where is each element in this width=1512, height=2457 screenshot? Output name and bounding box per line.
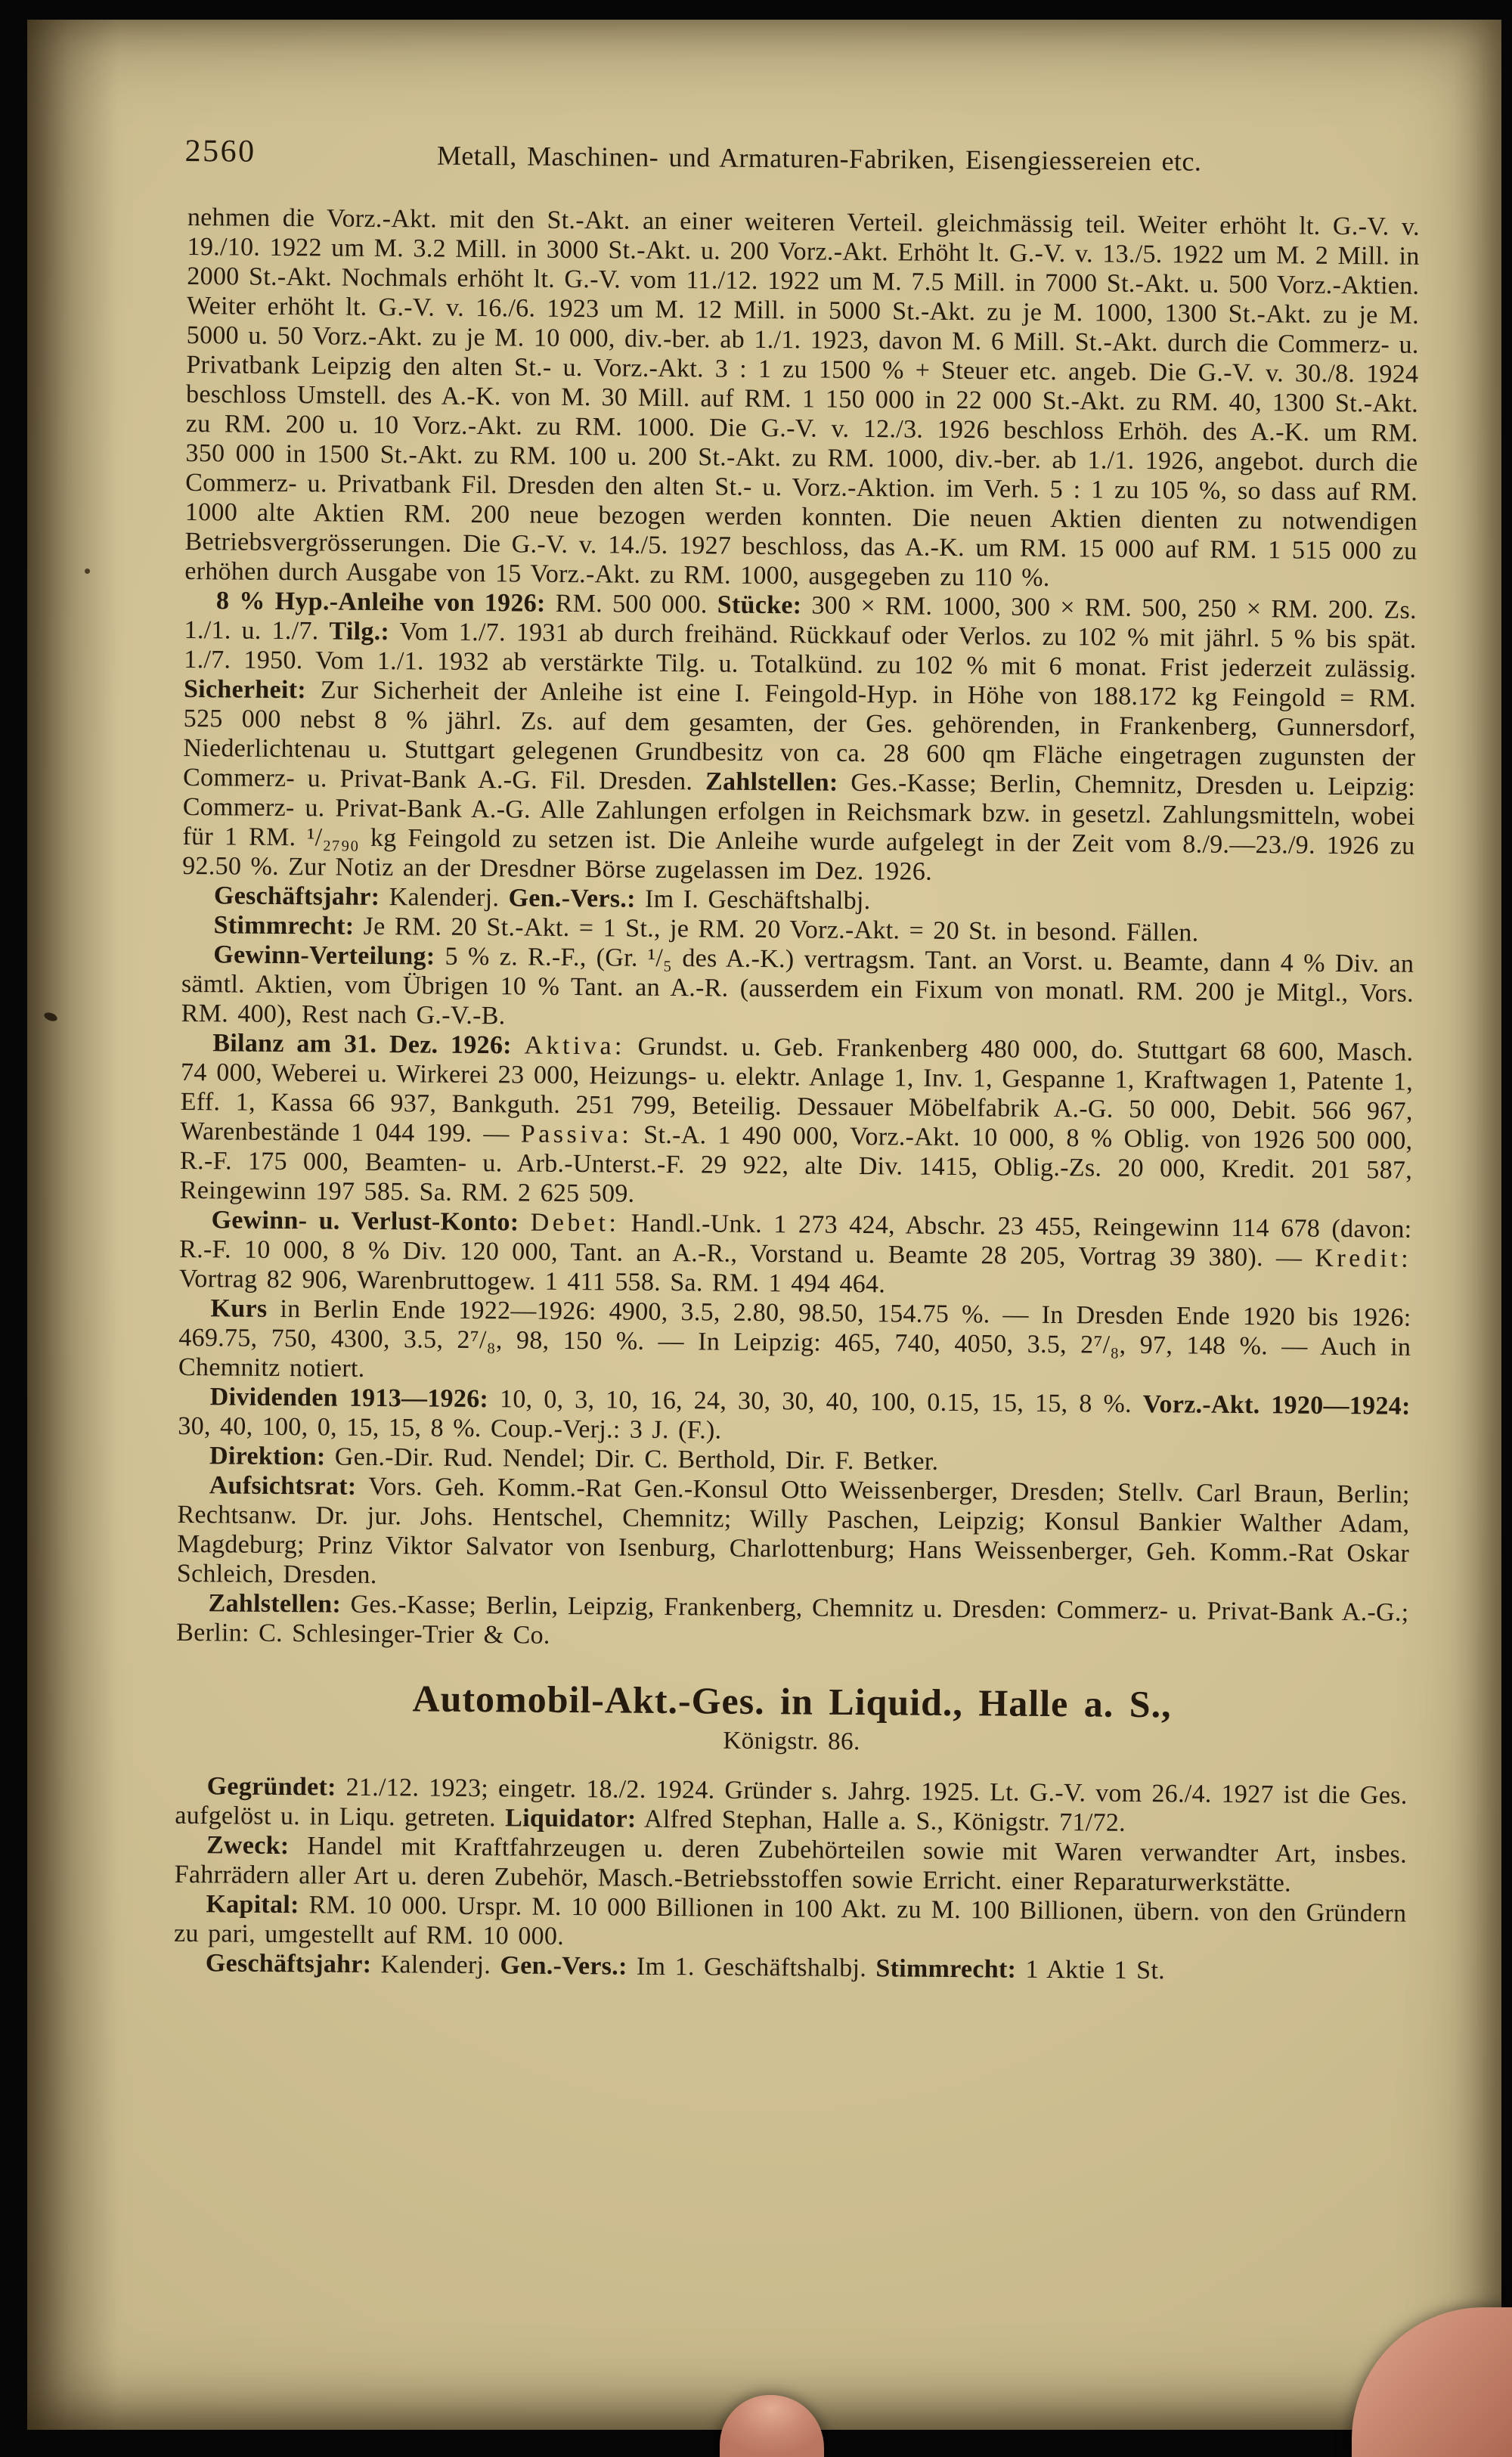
text-segment: Stimmrecht: (875, 1954, 1017, 1984)
text-segment: Zweck: (206, 1831, 290, 1861)
text-segment: 8 % Hyp.-Anleihe von 1926: (215, 587, 546, 618)
text-segment: Ges.-Kasse; Berlin, Leipzig, Frankenberg, Chemnitz u. Dresden: Commerz- u. Privat-Bank A.-G.; Berlin: C. Schlesinger-Trier & Co. (176, 1590, 1409, 1650)
text-segment: Gen.-Vers.: (500, 1951, 627, 1981)
paragraph (176, 1588, 1409, 1657)
text-segment: 5 % z. R.-F., (Gr. ¹/₅ des A.-K.) vertragsm. Tant. an Vorst. u. Beamte, dann 4 % Div. an sämtl. Aktien, vom Übrigen 10 % Tant. an A.-R. (ausserdem ein Fixum von monatl. RM. 200 je Mitgl., Vors. RM. 400), Rest nach G.-V.-B. (181, 942, 1414, 1030)
paragraph (182, 586, 1417, 891)
text-segment (519, 1208, 531, 1236)
text-segment: Vom 1./7. 1931 ab durch freihänd. Rückkauf oder Verlos. zu 102 % mit jährl. 5 % bis spät. 1./7. 1950. Vom 1./1. 1932 ab verstärkte Tilg. u. Totalkünd. zu 102 % mit 6 monat. Frist jederzeit zulässig. (184, 618, 1417, 683)
text-segment: 21./12. 1923; eingetr. 18./2. 1924. Gründer s. Jahrg. 1925. Lt. G.-V. vom 26./4. 1927 ist die Ges. aufgelöst u. in Liqu. getreten. (175, 1773, 1408, 1833)
text-segment: Kalenderj. (380, 883, 509, 912)
text-segment: Aktiva: (524, 1031, 626, 1061)
page-content (12, 18, 1501, 1988)
book-page (27, 20, 1501, 2430)
text-segment: Kapital: (206, 1890, 299, 1919)
page-body (174, 203, 1420, 1988)
paragraph (175, 1830, 1408, 1899)
text-segment: Kredit: (1315, 1244, 1412, 1273)
entry-heading (175, 1677, 1408, 1761)
text-segment: Bilanz am 31. Dez. 1926: (212, 1029, 512, 1060)
text-segment: Vorz.-Akt. 1920—1924: (1142, 1390, 1411, 1421)
text-segment: Ges.-Kasse; Berlin, Chemnitz, Dresden u. Leipzig: Commerz- u. Privat-Bank A.-G. Alle Zahlungen erfolgen in Reichsmark bzw. in gesetzl. Zahlungsmitteln, wobei für 1 RM. ¹/₂₇₉₀ kg Feingold zu setzen ist. Die Anleihe wurde aufgelegt in der Zeit vom 8./9.—23./9. 1926 zu 92.50 %. Zur Notiz an der Dresdner Börse zugelassen im Dez. 1926. (182, 768, 1416, 886)
text-segment: nehmen die Vorz.-Akt. mit den St.-Akt. an einer weiteren Verteil. gleichmässig teil. Weiter erhöht lt. G.-V. v. 19./10. 1922 um M. 3.2 Mill. in 3000 St.-Akt. u. 200 Vorz.-Akt. Erhöht lt. G.-V. v. 13./5. 1922 um M. 2 Mill. in 2000 St.-Akt. Nochmals erhöht lt. G.-V. vom 11./12. 1922 um M. 7.5 Mill. in 7000 St.-Akt. u. 500 Vorz.-Aktien. Weiter erhöht lt. G.-V. v. 16./6. 1923 um M. 12 Mill. in 5000 St.-Akt. zu je M. 1000, 1300 St.-Akt. zu je M. 5000 u. 50 Vorz.-Akt. zu je M. 10 000, div.-ber. ab 1./1. 1923, davon M. 6 Mill. St.-Akt. durch die Commerz- u. Privatbank Leipzig den alten St.- u. Vorz.-Akt. 3 : 1 zu 1500 % + Steuer etc. angeb. Die G.-V. v. 30./8. 1924 beschloss Umstell. des A.-K. von M. 30 Mill. auf RM. 1 150 000 in 22 000 St.-Akt. zu RM. 40, 1300 St.-Akt. zu RM. 200 u. 10 Vorz.-Akt. zu RM. 1000. Die G.-V. v. 12./3. 1926 beschloss Erhöh. des A.-K. um RM. 350 000 in 1500 St.-Akt. zu RM. 100 u. 200 St.-Akt. zu RM. 1000, div.-ber. ab 1./1. 1926, angebot. durch die Commerz- u. Privatbank Fil. Dresden den alten St.- u. Vorz.-Aktion. im Verh. 5 : 1 zu 105 %, so dass auf RM. 1000 alte Aktien RM. 200 neue bezogen werden konnten. Die neuen Aktien dienten zu notwendigen Betriebsvergrösserungen. Die G.-V. v. 14./5. 1927 beschloss, das A.-K. um RM. 15 000 auf RM. 1 515 000 zu erhöhen durch Ausgabe von 15 Vorz.-Akt. zu RM. 1000, ausgegeben zu 110 %. (184, 203, 1421, 592)
text-segment: Vors. Geh. Komm.-Rat Gen.-Konsul Otto Weissenberger, Dresden; Stellv. Carl Braun, Berlin; Rechtsanw. Dr. jur. Johs. Hentschel, Chemnitz; Willy Paschen, Leipzig; Konsul Bankier Walther Adam, Magdeburg; Prinz Viktor Salvator von Isenburg, Charlottenburg; Hans Weissenberger, Geh. Komm.-Rat Oskar Schleich, Dresden. (176, 1472, 1410, 1590)
text-segment: Debet: (530, 1208, 620, 1238)
text-segment: in Berlin Ende 1922—1926: 4900, 3.5, 2.80, 98.50, 154.75 %. — In Dresden Ende 1920 bis 1926: 469.75, 750, 4300, 3.5, 2⁷/₈, 98, 150 %. — In Leipzig: 465, 740, 4050, 3.5, 2⁷/₈, 97, 148 %. — Auch in Chemnitz notiert. (178, 1294, 1411, 1383)
text-segment: Vortrag 82 906, Warenbruttogew. 1 411 558. Sa. RM. 1 494 464. (178, 1264, 886, 1299)
text-segment: 300 × RM. 1000, 300 × RM. 500, 250 × RM. 200. Zs. 1./1. u. 1./7. (184, 591, 1418, 646)
text-segment: Gen.-Dir. Rud. Nendel; Dir. C. Berthold, Dir. F. Betker. (325, 1442, 939, 1476)
text-segment: Alfred Stephan, Halle a. S., Königstr. 71/72. (636, 1805, 1126, 1837)
text-segment: St.-A. 1 490 000, Vorz.-Akt. 10 000, 8 % Oblig. von 1926 500 000, R.-F. 175 000, Beamten- u. Arb.-Unterst.-F. 29 922, alte Div. 1415, Oblig.-Zs. 20 000, Kredit. 201 587, Reingewinn 197 585. Sa. RM. 2 625 509. (179, 1120, 1413, 1208)
text-segment: RM. 500 000. (545, 589, 717, 619)
text-segment: Stücke: (717, 590, 802, 620)
text-segment: Dividenden 1913—1926: (209, 1383, 489, 1414)
paragraph (178, 1294, 1411, 1392)
text-segment: Grundst. u. Geb. Frankenberg 480 000, do. Stuttgart 68 600, Masch. 74 000, Weberei u. Wirkerei 23 000, Heizungs- u. elektr. Anlage 1, Inv. 1, Gespanne 1, Kraftwagen 1, Patente 1, Eff. 1, Kassa 66 937, Bankguth. 251 799, Beteilig. Dessauer Möbelfabrik A.-G. 50 000, Debit. 566 967, Warenbestände 1 044 199. — (180, 1032, 1414, 1148)
paragraph (175, 1771, 1408, 1840)
text-segment: Zahlstellen: (705, 767, 838, 797)
text-segment: 10, 0, 3, 10, 16, 24, 30, 30, 40, 100, 0.15, 15, 15, 8 %. (488, 1385, 1143, 1418)
text-segment: Kurs (210, 1294, 268, 1323)
text-segment: Geschäftsjahr: (205, 1949, 372, 1978)
text-segment: Liquidator: (505, 1804, 637, 1833)
text-segment (512, 1031, 525, 1059)
text-segment: Passiva: (520, 1120, 633, 1149)
text-segment: Gen.-Vers.: (508, 884, 636, 913)
running-head-title: Metall, Maschinen- und Armaturen-Fabriken, Eisengiessereien etc. (436, 140, 1202, 177)
text-segment: Geschäftsjahr: (213, 881, 380, 912)
entry-title: Automobil-Akt.-Ges. in Liquid., Halle a. S., (412, 1677, 1172, 1726)
text-segment: Zur Sicherheit der Anleihe ist eine I. Feingold-Hyp. in Höhe von 188.172 kg Feingold = RM. 525 000 nebst 8 % jährl. Zs. auf dem gesamten, der Ges. gehörenden, in Frankenberg, Gunnersdorf, Niederlichtenau u. Stuttgart gelegenen Grundbesitz von ca. 28 600 qm Fläche eingetragen zugunsten der Commerz- u. Privat-Bank A.-G. Fil. Dresden. (182, 676, 1417, 796)
text-segment: Je RM. 20 St.-Akt. = 1 St., je RM. 20 Vorz.-Akt. = 20 St. in besond. Fällen. (354, 912, 1199, 947)
text-segment: Gewinn- u. Verlust-Konto: (211, 1206, 519, 1237)
paragraph (178, 1382, 1411, 1451)
text-segment: Kalenderj. (371, 1950, 500, 1980)
text-segment: Zahlstellen: (208, 1589, 342, 1619)
paragraph (184, 203, 1420, 596)
text-segment: 1 Aktie 1 St. (1016, 1955, 1166, 1985)
text-segment: Im 1. Geschäftshalbj. (627, 1952, 876, 1983)
text-segment: Gewinn-Verteilung: (213, 940, 435, 971)
paragraph (177, 1470, 1410, 1598)
text-segment: Sicherheit: (183, 674, 307, 705)
text-segment: Handel mit Kraftfahrzeugen u. deren Zubehörteilen sowie mit Waren verwandter Art, insbes. Fahrrädern aller Art u. deren Zubehör, Masch.-Betriebsstoffen sowie Erricht. einer Reparaturwerkstätte. (174, 1832, 1408, 1898)
text-segment: Gegründet: (206, 1772, 336, 1802)
paragraph (180, 1028, 1414, 1215)
paragraph (181, 940, 1414, 1038)
text-segment: Direktion: (209, 1442, 326, 1471)
text-segment: Aufsichtsrat: (209, 1471, 357, 1501)
paragraph (174, 1889, 1407, 1958)
page-number: 2560 (184, 133, 256, 169)
paragraph (179, 1205, 1412, 1303)
text-segment: Im I. Geschäftshalbj. (635, 885, 871, 916)
text-segment: Handl.-Unk. 1 273 424, Abschr. 23 455, Reingewinn 114 678 (davon: R.-F. 10 000, 8 % Div. 120 000, Tant. an A.-R., Vorstand u. Beamte 28 205, Vortrag 39 380). — (179, 1209, 1412, 1272)
entry-address: Königstr. 86. (723, 1727, 860, 1756)
text-segment: Tilg.: (329, 617, 390, 646)
running-head (184, 133, 1420, 182)
text-segment: RM. 10 000. Urspr. M. 10 000 Billionen in 100 Akt. zu M. 100 Billionen, übern. von den Gründern zu pari, umgestellt auf RM. 10 000. (173, 1891, 1407, 1950)
text-segment: 30, 40, 100, 0, 15, 15, 8 %. Coup.-Verj.: 3 J. (F.). (178, 1411, 722, 1445)
text-segment: Stimmrecht: (213, 911, 355, 940)
